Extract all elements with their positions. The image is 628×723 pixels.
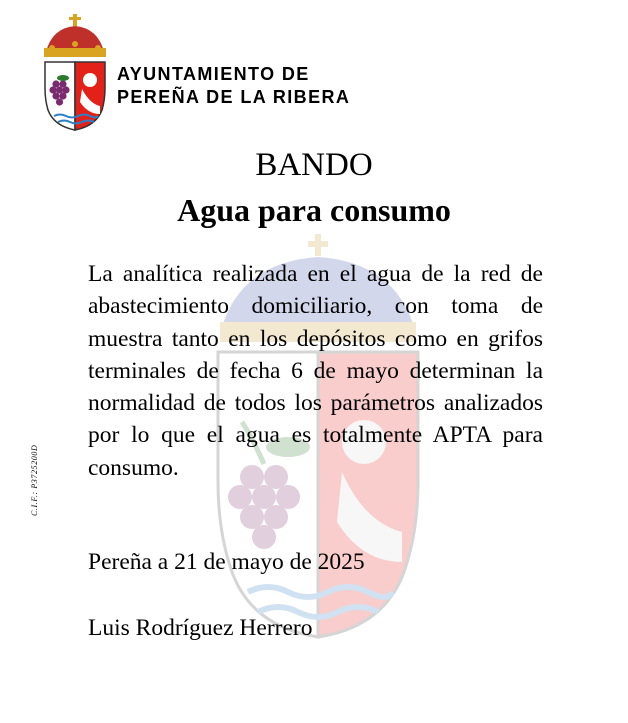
coat-of-arms-icon (42, 14, 108, 132)
header (117, 63, 350, 109)
header-line2: PEREÑA DE LA RIBERA (117, 87, 351, 107)
header-line1: AYUNTAMIENTO DE (117, 64, 310, 84)
cif-note: C.I.F.: P3725200D (30, 444, 39, 516)
date-line: Pereña a 21 de mayo de 2025 (88, 549, 365, 575)
signature-name: Luis Rodríguez Herrero (88, 615, 313, 641)
page-subtitle: Agua para consumo (177, 192, 451, 228)
body-paragraph: La analítica realizada en el agua de la red de abastecimiento domiciliario, con toma de muestra tanto en los depósitos como en grifos terminales de fecha 6 de mayo determinan la normalidad de todos los parámetros analizados por lo que el agua es totalmente APTA para consumo. (88, 261, 543, 481)
page-title: BANDO (255, 147, 373, 183)
